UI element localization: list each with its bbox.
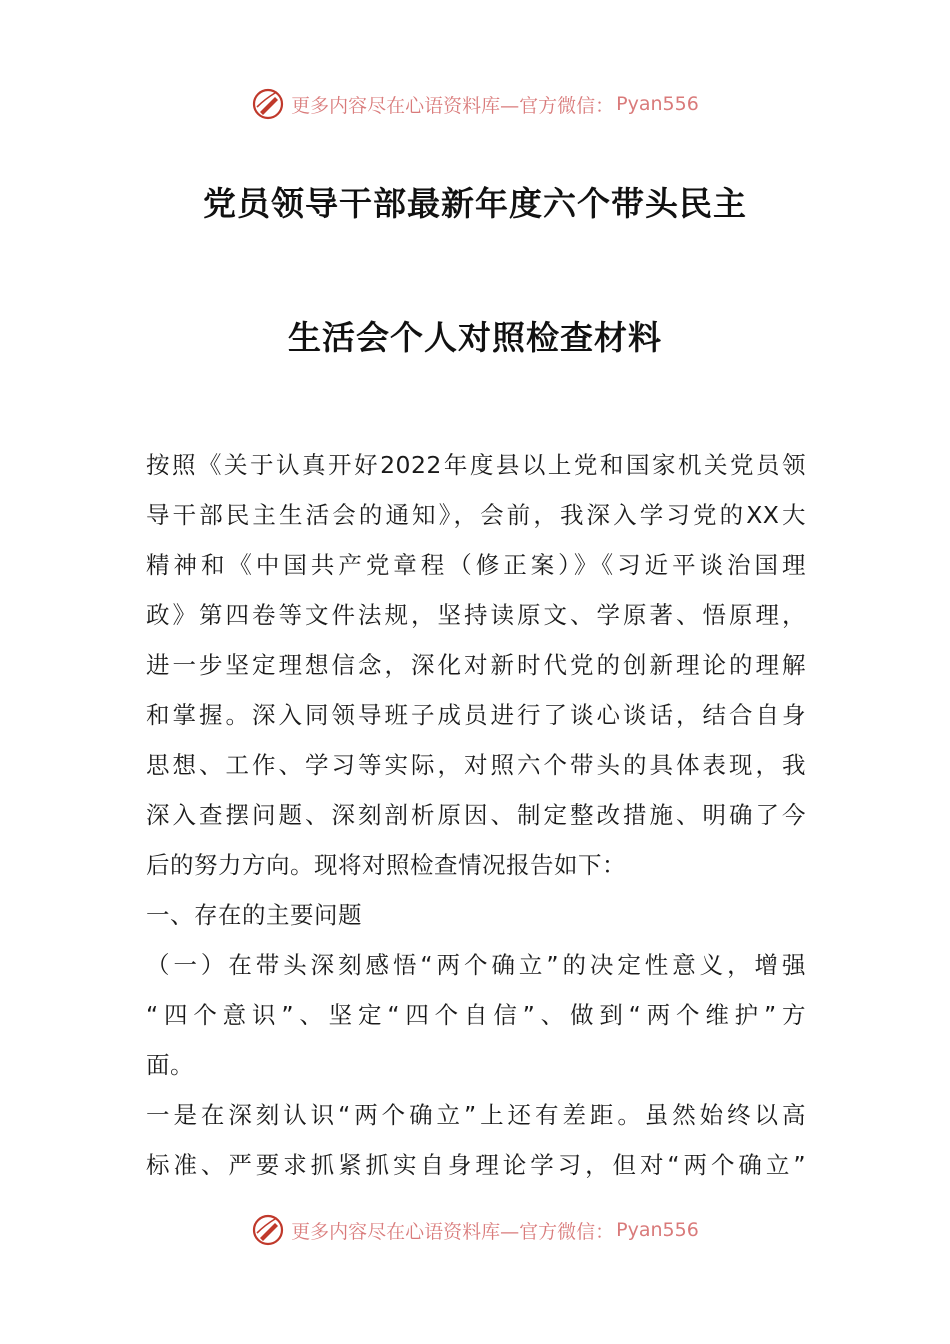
body-line: 按照《关于认真开好2022年度县以上党和国家机关党员领 — [146, 451, 806, 479]
pen-seal-icon — [251, 87, 285, 121]
section-heading: 一、存在的主要问题 — [146, 901, 362, 929]
banner-text: 更多内容尽在心语资料库—官方微信： — [291, 94, 615, 117]
body-line: 标准、严要求抓紧抓实自身理论学习，但对“两个确立” — [146, 1151, 806, 1179]
body-line: 后的努力方向。现将对照检查情况报告如下： — [146, 851, 626, 879]
subsection-heading: （一）在带头深刻感悟“两个确立”的决定性意义，增强 — [146, 951, 806, 979]
header-watermark-banner — [0, 84, 950, 124]
pen-seal-icon — [251, 1213, 285, 1247]
document-body — [146, 440, 806, 1190]
body-line: 政》第四卷等文件法规，坚持读原文、学原著、悟原理， — [146, 601, 806, 629]
document-title-line-2: 生活会个人对照检查材料 — [288, 318, 662, 357]
body-line: 精神和《中国共产党章程（修正案）》《习近平谈治国理 — [146, 551, 806, 579]
subsection-heading: 面。 — [146, 1051, 194, 1079]
body-line: 进一步坚定理想信念，深化对新时代党的创新理论的理解 — [146, 651, 806, 679]
document-title-line-1: 党员领导干部最新年度六个带头民主 — [203, 184, 747, 223]
body-line: 思想、工作、学习等实际，对照六个带头的具体表现，我 — [146, 751, 806, 779]
body-line: 和掌握。深入同领导班子成员进行了谈心谈话，结合自身 — [146, 701, 806, 729]
body-line: 一是在深刻认识“两个确立”上还有差距。虽然始终以高 — [146, 1101, 806, 1129]
subsection-heading: “四个意识”、坚定“四个自信”、做到“两个维护”方 — [146, 1001, 806, 1029]
body-line: 导干部民主生活会的通知》，会前，我深入学习党的XX大 — [146, 501, 806, 529]
banner-text: 更多内容尽在心语资料库—官方微信： — [291, 1220, 615, 1243]
footer-watermark-banner — [0, 1210, 950, 1250]
banner-wechat-id: Pyan556 — [616, 1219, 699, 1241]
body-line: 深入查摆问题、深刻剖析原因、制定整改措施、明确了今 — [146, 801, 806, 829]
banner-wechat-id: Pyan556 — [616, 93, 699, 115]
